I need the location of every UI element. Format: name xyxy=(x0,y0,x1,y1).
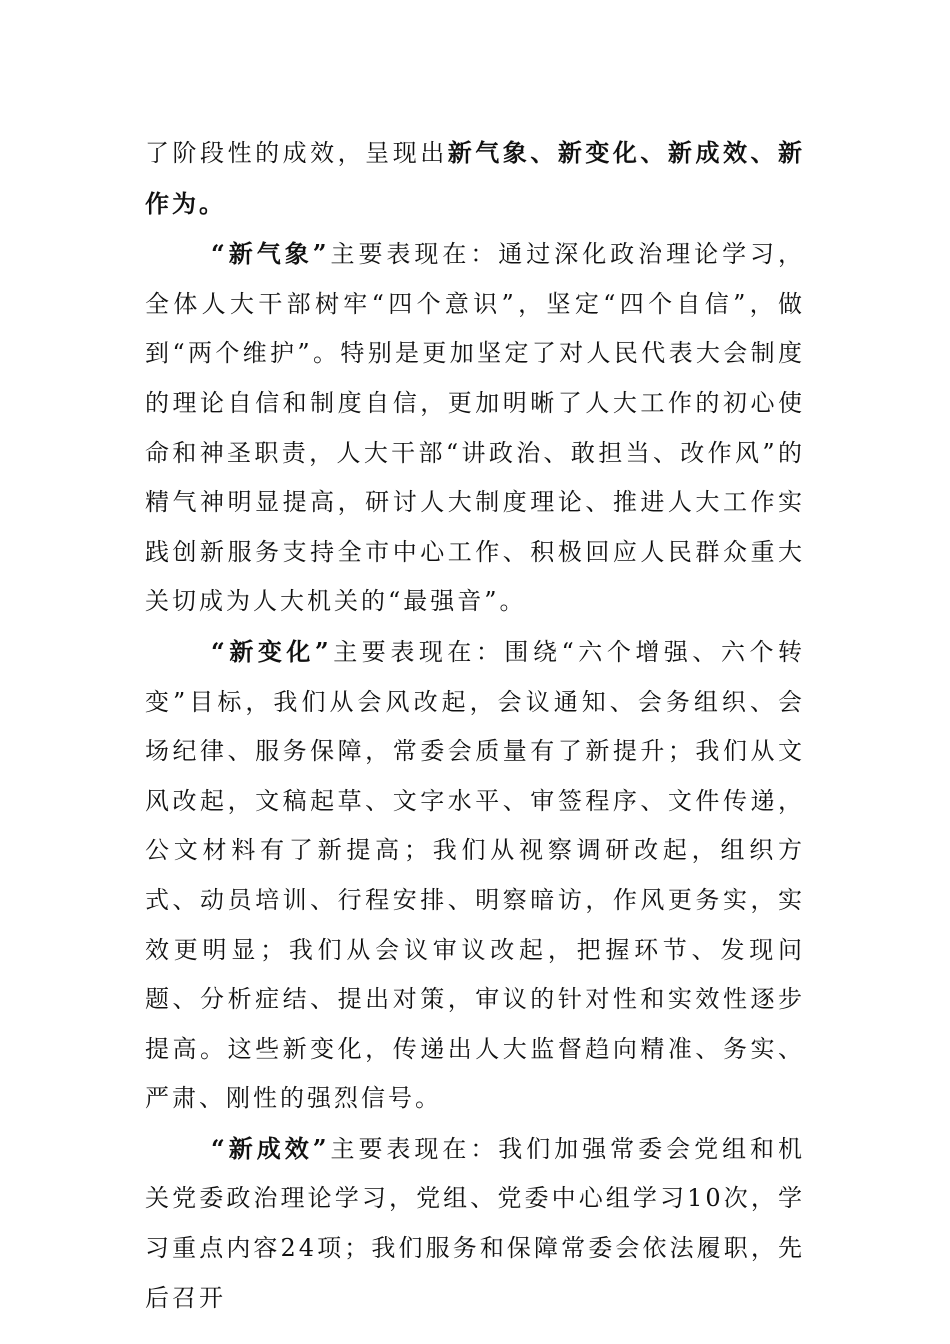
lead-new-changes: “新变化” xyxy=(211,636,332,666)
paragraph-new-atmosphere xyxy=(145,229,805,627)
paragraph-new-results xyxy=(145,1124,805,1323)
lead-new-results: “新成效” xyxy=(211,1133,330,1163)
text-new-atmosphere: 主要表现在：通过深化政治理论学习，全体人大干部树牢“四个意识”，坚定“四个自信”，做到“两个维护”。特别是更加坚定了对人民代表大会制度的理论自信和制度自信，更加明晰了人大工作的初心使命和神圣职责，人大干部“讲政治、敢担当、改作风”的精气神明显提高，研讨人大制度理论、推进人大工作实践创新服务支持全市中心工作、积极回应人民群众重大关切成为人大机关的“最强音”。 xyxy=(145,240,806,616)
text-new-changes: 主要表现在：围绕“六个增强、六个转变”目标，我们从会风改起，会议通知、会务组织、会场纪律、服务保障，常委会质量有了新提升；我们从文风改起，文稿起草、文字水平、审签程序、文件传递，公文材料有了新提高；我们从视察调研改起，组织方式、动员培训、行程安排、明察暗访，作风更务实，实效更明显；我们从会议审议改起，把握环节、发现问题、分析症结、提出对策，审议的针对性和实效性逐步提高。这些新变化，传递出人大监督趋向精准、务实、严肃、刚性的强烈信号。 xyxy=(145,637,805,1113)
body-text xyxy=(145,128,805,1323)
intro-bold-text: 新气象、新变化、新成效、新作为。 xyxy=(145,138,806,218)
paragraph-intro xyxy=(145,128,805,229)
intro-text: 了阶段性的成效，呈现出 xyxy=(145,139,448,167)
paragraph-new-changes xyxy=(145,627,805,1124)
lead-new-atmosphere: “新气象” xyxy=(211,239,330,269)
text-new-results: 主要表现在：我们加强常委会党组和机关党委政治理论学习，党组、党委中心组学习10次，学习重点内容24项；我们服务和保障常委会依法履职，先后召开 xyxy=(145,1134,806,1312)
